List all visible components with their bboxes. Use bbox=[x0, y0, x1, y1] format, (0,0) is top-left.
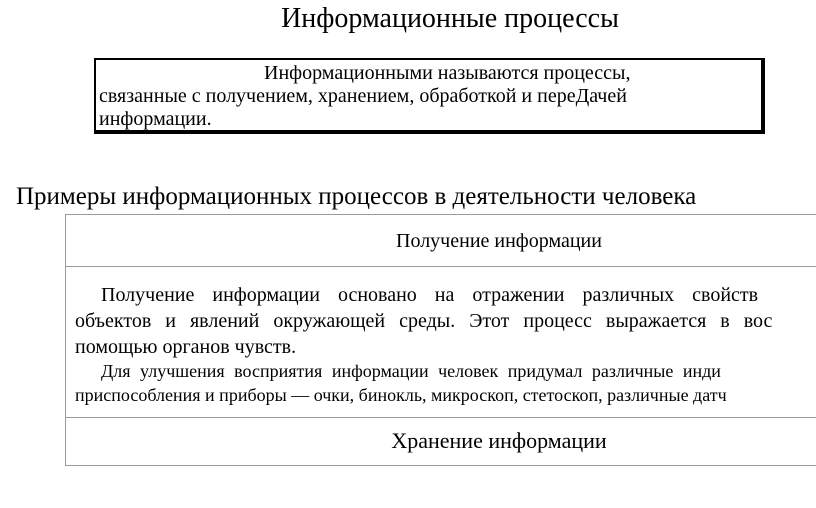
examples-heading: Примеры информационных процессов в деятельности человека bbox=[16, 183, 697, 210]
storage-title: Хранение информации bbox=[391, 428, 607, 453]
definition-line-1: Информационными называются процессы, bbox=[264, 62, 631, 84]
paragraph-line: объектов и явлений окружающей среды. Этот процесс выражается в вос bbox=[75, 310, 773, 332]
table-row-storage bbox=[66, 418, 816, 466]
definition-box bbox=[94, 58, 765, 134]
paragraph-line: Для улучшения восприятия информации человек придумал различные инди bbox=[101, 361, 721, 381]
paragraph-line: приспособления и приборы — очки, бинокль, микроскоп, стетоскоп, различные датч bbox=[75, 385, 727, 405]
table-row-obtaining-header bbox=[66, 215, 816, 267]
obtaining-title: Получение информации bbox=[396, 230, 602, 252]
examples-table bbox=[65, 214, 816, 466]
paragraph-line: помощью органов чувств. bbox=[75, 336, 297, 358]
paragraph-line: Получение информации основано на отражении различных свойств bbox=[101, 284, 759, 306]
definition-line-3: информации. bbox=[99, 108, 212, 130]
definition-line-2: связанные с получением, хранением, обработкой и переДачей bbox=[99, 85, 627, 107]
table-row-obtaining-text bbox=[66, 267, 816, 418]
page-title: Информационные процессы bbox=[281, 3, 619, 34]
